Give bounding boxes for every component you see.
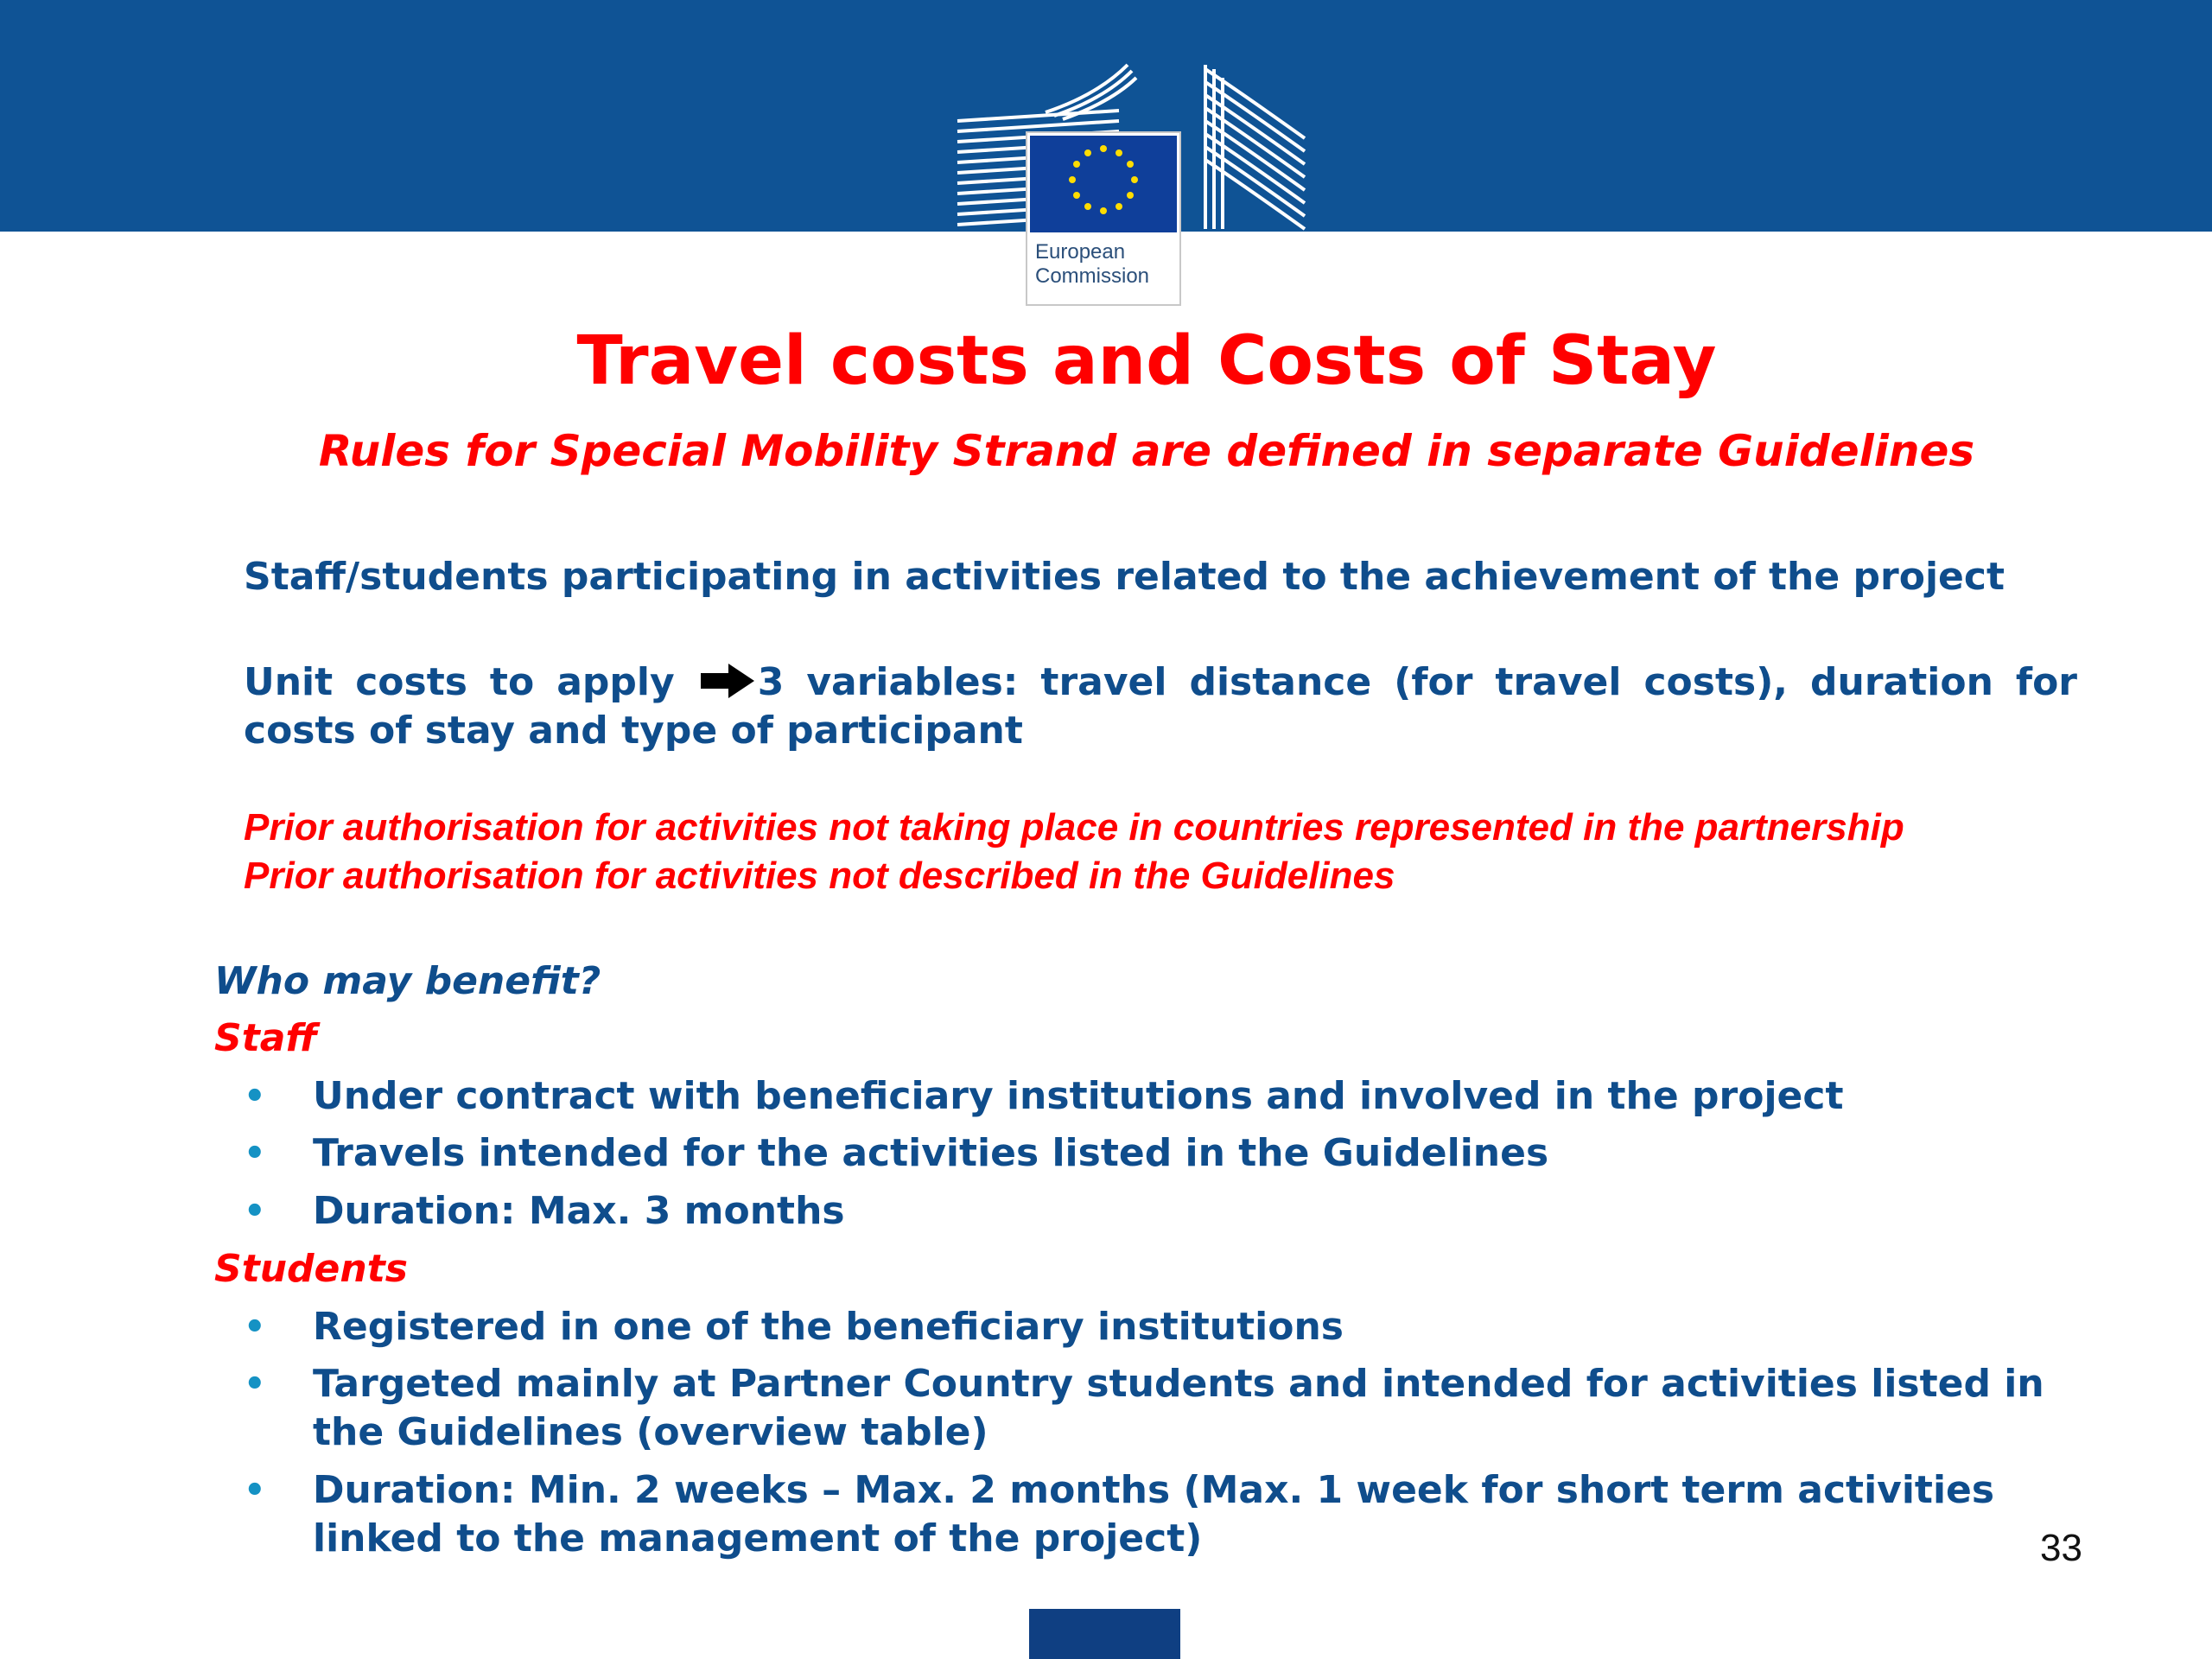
unit-costs-lead: Unit costs to apply <box>244 660 675 704</box>
list-item <box>244 1303 2101 1351</box>
bullet-icon: • <box>244 1471 266 1510</box>
participants-paragraph: Staff/students participating in activities related to the achievement of the project <box>244 555 2005 599</box>
slide-subtitle: Rules for Special Mobility Strand are defined in separate Guidelines <box>318 426 1975 476</box>
logo-text-line1: European <box>1035 240 1126 264</box>
bullet-icon: • <box>244 1307 266 1347</box>
list-item-text: Duration: Max. 3 months <box>313 1189 845 1233</box>
logo-text <box>1035 240 1178 289</box>
list-item-text: Travels intended for the activities listed in the Guidelines <box>313 1131 1549 1175</box>
bullet-icon: • <box>244 1077 266 1116</box>
staff-heading: Staff <box>214 1016 318 1060</box>
arrow-right-icon <box>699 662 756 700</box>
list-item <box>244 1466 2101 1563</box>
who-may-benefit-heading: Who may benefit? <box>214 959 601 1003</box>
bullet-icon: • <box>244 1364 266 1404</box>
list-item <box>244 1072 2101 1121</box>
bullet-icon: • <box>244 1134 266 1173</box>
page-number: 33 <box>2040 1527 2082 1569</box>
list-item <box>244 1129 2101 1178</box>
footer-block <box>1029 1609 1180 1659</box>
list-item <box>244 1360 2101 1457</box>
list-item-text: Targeted mainly at Partner Country students and intended for activities listed in the Guidelines (overview table) <box>313 1362 2044 1454</box>
list-item-text: Duration: Min. 2 weeks – Max. 2 months (Max. 1 week for short term activities linked to the management of the project) <box>313 1468 1995 1560</box>
list-item <box>244 1187 2101 1236</box>
logo-text-line2: Commission <box>1035 264 1150 288</box>
bullet-icon: • <box>244 1192 266 1231</box>
list-item-text: Under contract with beneficiary institutions and involved in the project <box>313 1074 1844 1118</box>
prior-authorisation-partnership: Prior authorisation for activities not taking place in countries represented in the partnership <box>244 806 1904 849</box>
students-heading: Students <box>214 1247 408 1291</box>
slide-title: Travel costs and Costs of Stay <box>576 322 1717 400</box>
unit-costs-variables: 3 variables: travel distance (for travel costs), duration for costs of stay and type of participant <box>244 660 2078 753</box>
prior-authorisation-guidelines: Prior authorisation for activities not described in the Guidelines <box>244 855 1395 897</box>
list-item-text: Registered in one of the beneficiary institutions <box>313 1305 1344 1349</box>
unit-costs-paragraph <box>244 658 2077 755</box>
